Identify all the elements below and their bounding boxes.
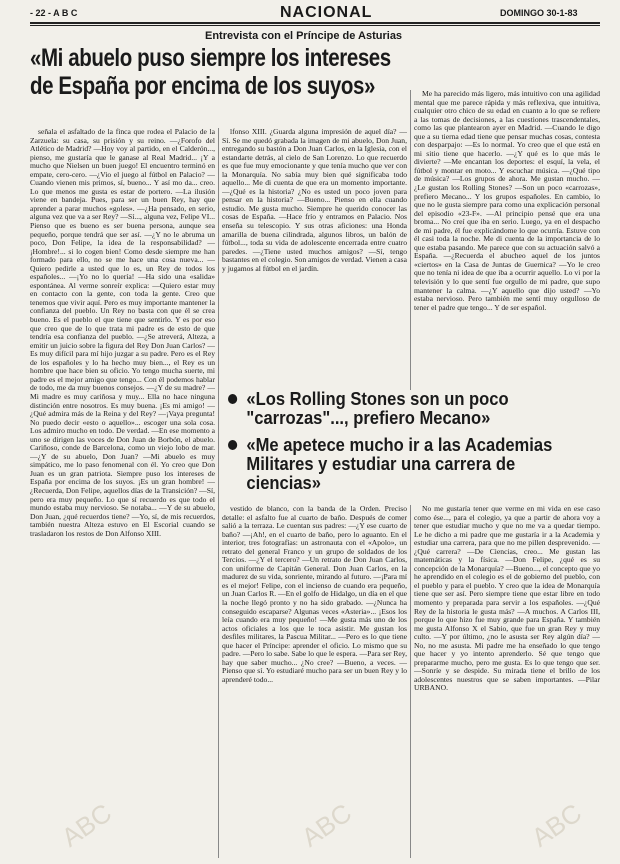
column-divider (410, 90, 411, 390)
pull-quotes (228, 390, 608, 501)
issue-date: DOMINGO 30-1-83 (500, 8, 578, 18)
column-2-lower-text: vestido de blanco, con la banda de la Orden. Preciso detalle: el asfalto fue al cuarto de baño. Después de comer salió a la terraza. Le cuentan sus padres: —¿Y ese cuarto de baño? —¡Ah!, en el cuarto de baño, pero lo aguanto. En el interior, tres fotografías: un astronauta con el «Apolo», un retrato del general Franco y un grupo de soldados de los Tercios. —¿Y el tercero? —Un retrato de Don Juan Carlos, con uniforme de Capitán General. Don Juan Carlos, en la madurez de su vida, sonriente, mirando al futuro. —¡Para mí es el mejor! Felipe, con el incienso de cuando era pequeño, un Juan Carlos R. —En el golfo de Hidalgo, un día en el que la noche llegó pronto y no ha sido grabado. —¿Nunca ha conseguido escaparse? Algunas veces «Asteria»... ¡Esos los leía cuando era muy pequeño! —Me gusta más uno de los actos oficiales a los que le toca asistir. Me gustan los desfiles militares, la Pascua Militar... —Pero es lo que tiene que hacer el Príncipe: aprender el oficio. Lo mismo que su padre. —Pero lo sabe. Sabe lo que le espera. —Para ser Rey, hay que saber mucho... ¿No cree? —Bueno, a veces. —Pienso que sí. Yo estudiaré mucho para ser un buen Rey y lo aprenderé todo... (222, 505, 407, 684)
column-2-text: lfonso XIII. ¿Guarda alguna impresión de aquel día? —Sí. Se me quedó grabada la imagen de mi abuelo, Don Juan, entregando su bastón a Don Juan Carlos, en la Iglesia, con el estandarte detrás, al cielo de San Lorenzo. Lo que recuerdo es que fue muy emocionante y que tenía mucho que ver con la Monarquía. No sabía muy bien qué significaba todo aquello... Me di cuenta de que era un momento importante. —¿Qué es la historia? ¿No es usted un poco joven para pensar en la historia? —Bueno... Pienso en ella cuando estudio. Me gusta mucho. Siempre he querido conocer las cosas de España. —Hace frío y entramos en Palacio. Nos enseña su telescopio. Y sus otras aficiones: una Honda amarilla de buena cilindrada, algunos libros, un balón de fútbol..., toda su vida de adolescente encerrada entre cuatro paredes. —¿Tiene usted muchos amigos? —Sí, tengo bastantes en el colegio. Son amigos de verdad. Vienen a casa y jugamos al fútbol en el jardín. (222, 128, 407, 273)
bullet-icon (228, 394, 237, 404)
article-column-2 (222, 128, 407, 388)
header-rule-thin (30, 25, 600, 26)
article-kicker: Entrevista con el Príncipe de Asturias (205, 30, 403, 42)
column-3-text: Me ha parecido más ligero, más intuitivo con una agilidad mental que me parece rápida y más reflexiva, que intuitiva, cualquier otro chico de su edad en cuanto a lo que se refiere a las tomas de decisiones, a las cuestiones trascendentales, como las que plantearon ayer en Madrid. —Cuando le digo que a su tierna edad tiene que pensar muchas cosas, contesta con desparpajo: —Es lo normal. Yo creo que el que está en mi sitio tiene que hacerlo. —¿Y qué es lo que más le divierte? —Me encantan los deportes: el esquí, la vela, el fútbol y montar en moto... Y escuchar música. —¿Qué tipo de música? —Los grupos de ahora. Me gustan mucho. —¿Le gustan los Rolling Stones? —Son un poco «carrozas», prefiero Mecano... Y los grupos españoles. En cambio, lo que no le gusta siempre para como una explicación personal del episodio «23-F». —Al principio pensé que era una broma... No creí que iba en serio. Luego, ya en el despacho de mi padre, él fue explicándome lo que ocurría. Estuve con él casi toda la noche. Me di cuenta de la importancia de lo que estaba pasando. Me parece que con su actuación salvó a España. —¿Recuerda el abucheo aquel de los juntos «ciertos» en la Casa de Juntas de Guernica? —Yo le creo que no tenía ni idea de que iba a ocurrir aquello. Lo vi por la televisión y lo que sentí fue orgullo de mi padre, que supo mantener la calma. —¿Y aquello que dijo usted? —Yo estaba nervioso. Pero también me sentí muy orgulloso de tener el padre que tengo... Y de ser español. (414, 90, 600, 312)
pull-quote-text: «Me apetece mucho ir a las Academias Militares y estudiar una carrera de ciencias» (246, 435, 553, 493)
abc-watermark: ABC (295, 797, 357, 853)
article-column-1 (30, 128, 215, 858)
column-1-text: señala el asfaltado de la finca que rodea el Palacio de la Zarzuela: su casa, su prisión y su reino. —¿Forofo del Atlético de Madrid? —Hoy voy al partido, en el Calderón..., pienso, me gustaría que le ganase al Real Madrid... ¡Y a mucho que Nielsen un buen juego! El encuentro terminó en empate, cero-cero. —¿Vio el juego al fútbol en Palacio? —Cuando vienen mis primos, sí, bueno... Y así mo da... creo. Lo que menos me gusta es estar de portero. —La ilusión viene en bandeja. Pues, para ser un buen Rey, hay que aprender a parar muchos «goles». —¿Ha pensado, en serio, alguna vez que va a ser Rey? —Sí..., alguna vez, Felipe VI... Pienso que es bueno es ser buena persona, aunque sea pequeño, porque tendrá que ser así. —¿Y no le abruma un poco, Don Felipe, la idea de la responsabilidad? —¡Hombre!... si lo cogen bien! Como desde siempre me han formado para ello, no se me hace una cosa nueva... —Quiero pedirle a usted que lo es, un Rey de todos los españoles... —¡Yo no lo quería! —Ha sido una «salida» espontánea. Al verme sonreír explica: —Quiero estar muy en contacto con la gente, con toda la gente. Creo que tenemos que vivir aquí. Pero es muy importante mantener la confianza del pueblo. Un Rey no basta con que él se crea bueno. Es el pueblo el que tiene que sentirlo. Y es por eso que creo que de lo que trata mi padre es de esto de que tendría esa confianza del pueblo. —¿Se atreverá, Alteza, a emitir un juicio sobre la figura del Rey Don Juan Carlos? —Es muy difícil para mí hijo juzgar a su padre. Pero es el Rey de los españoles y lo ha hecho muy bien..., el Rey es un hombre que hace bien su oficio. Yo tengo mucha suerte, mi padre es el mejor amigo que tengo... Con él podemos hablar de todo, me da muy buenos consejos. —¿Y de su madre? —Mi madre es muy cariñosa y muy... Ella no hace ninguna distinción entre nosotros. Es muy buena. ¡Es mi amigo! —¿Qué admira más de la Reina y del Rey? —¡Vaya pregunta! No puedo decir «esto o aquello»... escoger una sola cosa. Los admiro mucho en todo. De verdad. —En ese momento a uno se dirigen las voces de Don Juan de Borbón, el abuelo. Cariñoso, conde de Barcelona, como un viejo lobo de mar. —¿Y de su abuelo, Don Juan? —Mi abuelo es muy simpático, me lo paso fenomenal con él. Yo creo que Don Juan es un gran patriota. Siempre puso los intereses de España por encima de los suyos. ¡Es un gran hombre! —¿Recuerda, Don Felipe, aquellos días de la Transición? —Sí, pero era muy pequeño. Lo que sí recuerdo es que todo el mundo estaba muy nervioso. Se notaba... —Y de su abuelo, Don Juan, ¿qué recuerdos tiene? —Yo, sí, de mis recuerdos, también nuestra Alteza estuvo en El Escorial cuando se trasladaron los restos de Don Alfonso XIII. (30, 128, 215, 538)
pull-quote-rolling-stones (228, 390, 578, 428)
column-3-lower-text: No me gustaría tener que verme en mi vida en ese caso como ése..., para el colegio, ya que a partir de ahora voy a tener que estudiar mucho y que no me va a quedar tiempo. Le he dicho a mi padre que me gustaría ir a la Academia y estudiar una carrera, para que no me pillen desprevenido. —¿Qué carrera? —De Ciencias, creo... Me gustan las matemáticas y la física. —Don Felipe, ¿qué es su concepción de la Monarquía? —Bueno..., el concepto que yo he aprendido en el colegio es el de gobierno del pueblo, con el pueblo y para el pueblo. Y creo que la idea de Monarquía tiene que ser así. Pero siempre tiene que estar libre en todo momento y preparada para servir a los españoles. —¿Qué Rey de la historia le gusta más? —A muchos. A Carlos III, porque lo que hizo fue muy grande para España. Y también me gusta Alfonso X el Sabio, que fue un gran Rey y muy culto. —Y por último, ¿no le asusta ser Rey algún día? —No, no me asusta. Mi padre me ha enseñado lo que tengo que hacer y yo intento aprenderlo. Sé que tengo que prepararme mucho, pero me gusta. Es lo que tengo que ser. —Sonríe y se despide. Su mirada tiene el brillo de los adolescentes nuestros que se saben importantes. —Pilar URBANO. (414, 505, 600, 693)
article-column-3 (414, 90, 600, 390)
section-title: NACIONAL (280, 4, 373, 21)
page-folio: - 22 - A B C (30, 8, 78, 18)
pull-quote-text: «Los Rolling Stones son un poco "carrozas"..., prefiero Mecano» (246, 389, 509, 428)
abc-watermark: ABC (55, 797, 117, 853)
column-divider (410, 505, 411, 858)
article-headline: «Mi abuelo puso siempre los intereses de España por encima de los suyos» (30, 44, 391, 100)
header-rule (30, 22, 600, 24)
column-divider (218, 128, 219, 858)
abc-watermark: ABC (525, 797, 587, 853)
bullet-icon (228, 440, 237, 450)
article-column-2-lower (222, 505, 407, 858)
pull-quote-academias (228, 436, 578, 493)
